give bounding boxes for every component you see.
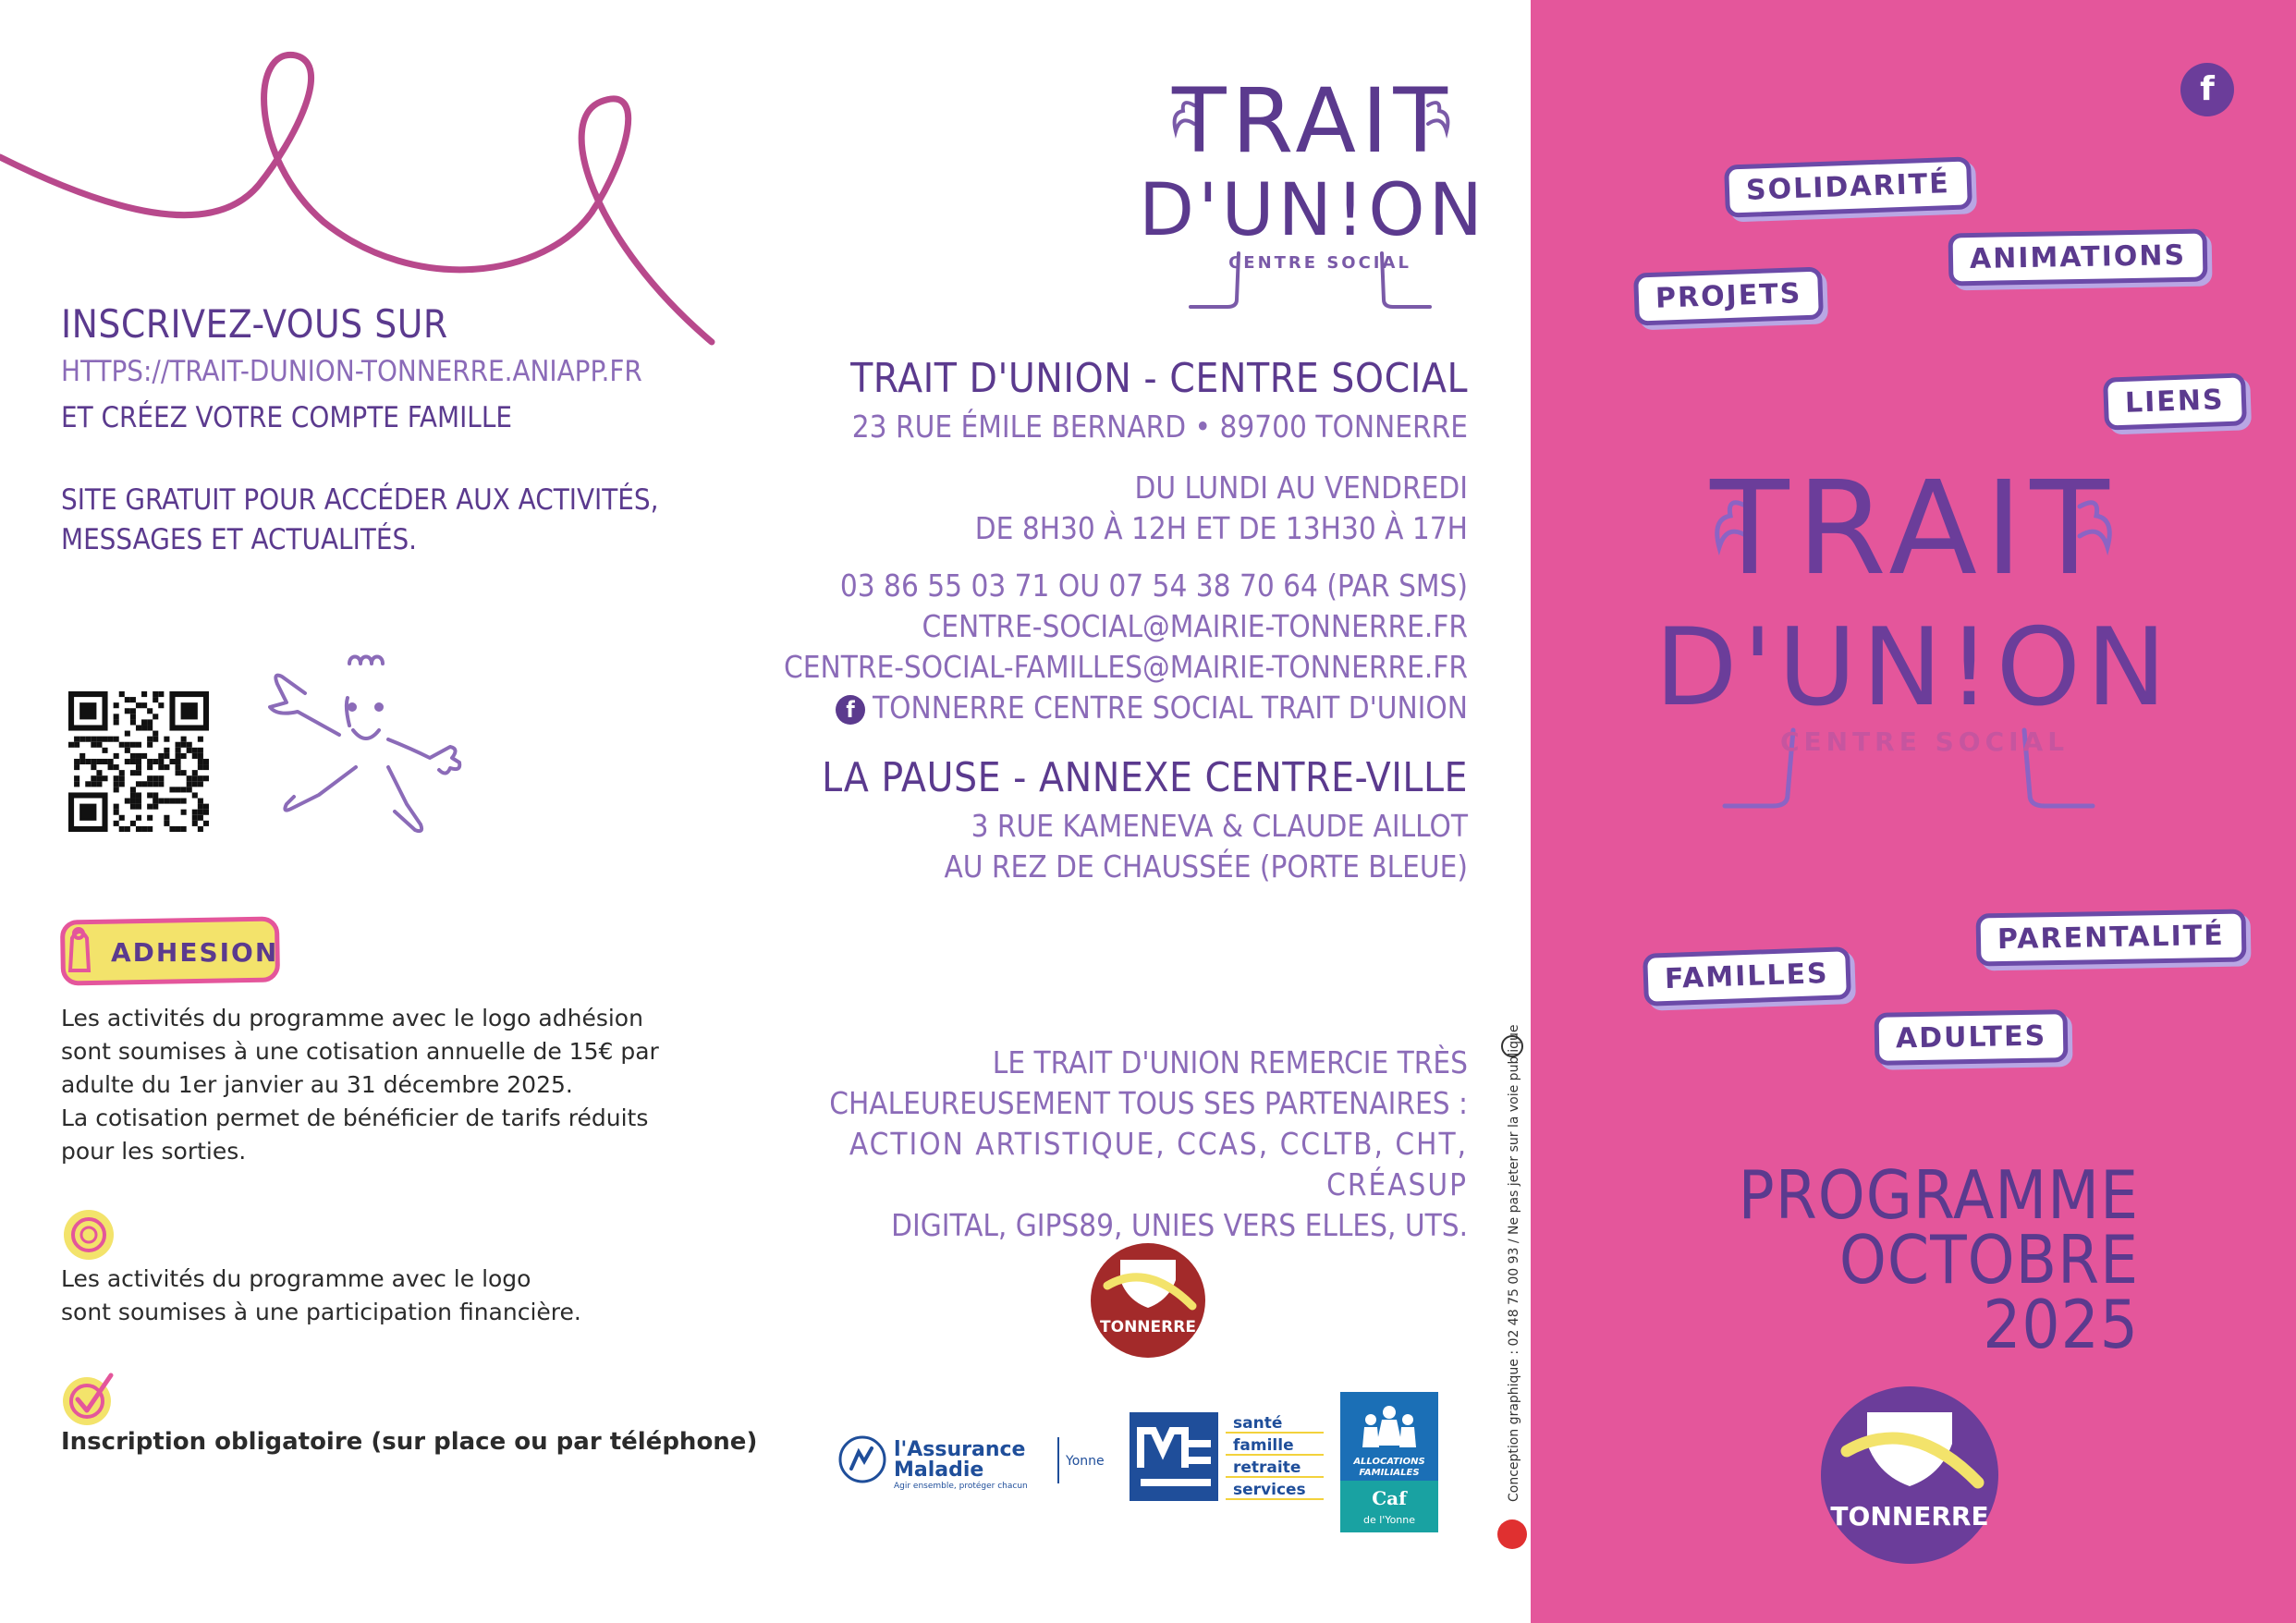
site-description-line1: SITE GRATUIT POUR ACCÉDER AUX ACTIVITÉS, xyxy=(61,483,659,517)
adhesion-line: adulte du 1er janvier au 31 décembre 2025. xyxy=(61,1071,573,1098)
large-logo-subtitle: CENTRE SOCIAL xyxy=(1779,726,2070,757)
trait-dunion-logo xyxy=(1139,59,1486,318)
hours-line1: DU LUNDI AU VENDREDI xyxy=(1134,470,1468,506)
vertical-credit-text: Conception graphique : 02 48 75 00 93 / Ne pas jeter sur la voie publique xyxy=(1507,1024,1521,1502)
qr-code[interactable] xyxy=(68,691,209,832)
tonnerre-city-logo-large xyxy=(1819,1385,2000,1566)
annexe-address-line1: 3 RUE KAMENEVA & CLAUDE AILLOT xyxy=(971,808,1468,844)
assurance-region: Yonne xyxy=(1066,1454,1105,1469)
adhesion-line: sont soumises à une cotisation annuelle de 15€ par xyxy=(61,1038,659,1065)
assurance-line1: l'Assurance xyxy=(894,1438,1026,1461)
phone-numbers[interactable]: 03 86 55 03 71 OU 07 54 38 70 64 (PAR SMS) xyxy=(839,567,1468,604)
hours-line2: DE 8H30 À 12H ET DE 13H30 À 17H xyxy=(974,510,1468,546)
contact-block xyxy=(728,351,1468,887)
tag-adultes: ADULTES xyxy=(1875,1009,2069,1066)
email-centre-social[interactable]: CENTRE-SOCIAL@MAIRIE-TONNERRE.FR xyxy=(922,608,1468,644)
large-logo-title-line2: D'UN!ON xyxy=(1655,605,2172,730)
assurance-maladie-logo xyxy=(837,1426,1114,1491)
tonnerre-city-logo xyxy=(1089,1241,1207,1360)
large-logo-title-line1: TRAIT xyxy=(1710,454,2117,604)
thanks-line: LE TRAIT D'UNION REMERCIE TRÈS xyxy=(992,1044,1468,1080)
adhesion-line: Les activités du programme avec le logo adhésion xyxy=(61,1005,643,1031)
adhesion-label: ADHESION xyxy=(111,937,279,968)
programme-month: OCTOBRE xyxy=(1838,1221,2139,1299)
participation-line: sont soumises à une participation financière. xyxy=(61,1299,581,1325)
logo-title-line1: TRAIT xyxy=(1171,69,1454,173)
tag-solidarite: SOLIDARITÉ xyxy=(1724,156,1972,217)
centre-address: 23 RUE ÉMILE BERNARD • 89700 TONNERRE xyxy=(851,409,1468,445)
checkmark-icon xyxy=(61,1368,120,1427)
thanks-line: DIGITAL, GIPS89, UNIES VERS ELLES, UTS. xyxy=(891,1207,1468,1243)
register-heading: INSCRIVEZ-VOUS SUR xyxy=(61,301,448,347)
programme-title xyxy=(1738,1156,2139,1363)
annexe-address-line2: AU REZ DE CHAUSSÉE (PORTE BLEUE) xyxy=(944,848,1468,885)
registration-url[interactable]: HTTPS://TRAIT-DUNION-TONNERRE.ANIAPP.FR xyxy=(61,355,642,388)
site-description-line2: MESSAGES ET ACTUALITÉS. xyxy=(61,523,418,556)
programme-year: 2025 xyxy=(1983,1286,2139,1363)
account-line: ET CRÉEZ VOTRE COMPTE FAMILLE xyxy=(61,401,512,434)
facebook-page-link[interactable] xyxy=(728,688,1468,728)
tag-familles: FAMILLES xyxy=(1643,946,1850,1007)
tonnerre-label: TONNERRE xyxy=(1100,1318,1196,1336)
adhesion-line: La cotisation permet de bénéficier de tarifs réduits xyxy=(61,1104,649,1131)
logo-subtitle: CENTRE SOCIAL xyxy=(1228,253,1411,273)
facebook-icon[interactable]: f xyxy=(2180,63,2234,116)
assurance-line2: Maladie xyxy=(894,1458,984,1482)
msa-logo xyxy=(1130,1412,1324,1501)
participation-line: Les activités du programme avec le logo xyxy=(61,1265,531,1292)
facebook-page-name: TONNERRE CENTRE SOCIAL TRAIT D'UNION xyxy=(873,689,1468,726)
tag-animations: ANIMATIONS xyxy=(1948,229,2208,287)
adhesion-badge-icon xyxy=(54,913,285,989)
caf-line4: de l'Yonne xyxy=(1362,1514,1416,1526)
logo-title-line2: D'UN!ON xyxy=(1139,169,1486,252)
programme-line1: PROGRAMME xyxy=(1738,1156,2139,1234)
tonnerre-large-label: TONNERRE xyxy=(1830,1501,1989,1531)
msa-line: santé xyxy=(1233,1414,1283,1433)
annexe-title: LA PAUSE - ANNEXE CENTRE-VILLE xyxy=(822,754,1468,801)
facebook-icon: f xyxy=(836,695,865,725)
trait-dunion-logo-large xyxy=(1655,434,2172,832)
caf-line2: FAMILIALES xyxy=(1359,1468,1420,1478)
partners-thanks xyxy=(728,1043,1468,1246)
thanks-line: CHALEUREUSEMENT TOUS SES PARTENAIRES : xyxy=(829,1085,1468,1121)
msa-line: services xyxy=(1233,1481,1306,1499)
caf-line3: Caf xyxy=(1372,1487,1407,1509)
adhesion-description xyxy=(61,1002,671,1168)
tag-projets: PROJETS xyxy=(1633,266,1824,325)
character-doodle-icon xyxy=(250,638,499,887)
euro-coin-icon xyxy=(61,1207,116,1263)
tag-parentalite: PARENTALITÉ xyxy=(1976,909,2247,966)
caf-line1: ALLOCATIONS xyxy=(1353,1457,1425,1467)
adhesion-line: pour les sorties. xyxy=(61,1138,247,1165)
centre-title: TRAIT D'UNION - CENTRE SOCIAL xyxy=(850,355,1468,402)
email-centre-familles[interactable]: CENTRE-SOCIAL-FAMILLES@MAIRIE-TONNERRE.FR xyxy=(784,649,1468,685)
assurance-tagline: Agir ensemble, protéger chacun xyxy=(894,1482,1028,1491)
tag-liens: LIENS xyxy=(2103,372,2246,430)
caf-logo xyxy=(1340,1392,1438,1532)
msa-line: retraite xyxy=(1233,1458,1301,1477)
participation-description xyxy=(61,1263,671,1329)
msa-line: famille xyxy=(1233,1436,1294,1455)
print-credit-vertical xyxy=(1494,1024,1531,1553)
thanks-line: ACTION ARTISTIQUE, CCAS, CCLTB, CHT, CRÉASUP xyxy=(849,1126,1468,1202)
inscription-required-text: Inscription obligatoire (sur place ou par téléphone) xyxy=(61,1428,758,1456)
